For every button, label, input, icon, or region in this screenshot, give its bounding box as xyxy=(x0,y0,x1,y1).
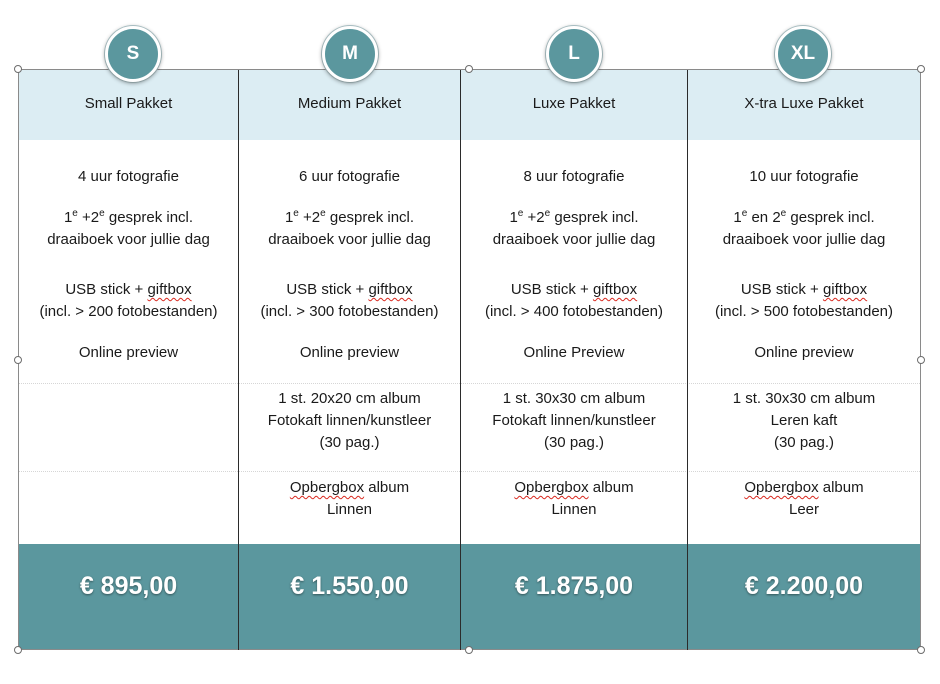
feature-album: 1 st. 20x20 cm album Fotokaft linnen/kunstleer (30 pag.) xyxy=(267,390,432,451)
package-name: X-tra Luxe Pakket xyxy=(744,95,864,112)
feature-meetings: $1^e +2^e$ gesprek incl. draaiboek voor jullie dag xyxy=(268,208,431,248)
resize-handle-middle-left[interactable] xyxy=(14,356,22,364)
feature-usb: USB stick + giftbox (incl. > 200 fotobestanden) xyxy=(39,281,218,320)
package-price: € 1.875,00 xyxy=(514,572,634,600)
feature-storage-box: Opbergbox album Linnen xyxy=(514,479,634,518)
package-column-small xyxy=(19,0,238,684)
resize-handle-bottom-left[interactable] xyxy=(14,646,22,654)
package-name: Luxe Pakket xyxy=(532,95,616,112)
feature-meetings: $1^e +2^e$ gesprek incl. draaiboek voor jullie dag xyxy=(47,208,210,248)
feature-meetings: 1e en 2e gesprek incl. draaiboek voor jullie dag xyxy=(722,208,886,248)
package-price: € 895,00 xyxy=(79,572,178,600)
feature-preview: Online preview xyxy=(299,344,400,361)
spellcheck-word: giftbox xyxy=(592,281,638,298)
resize-handle-top-left[interactable] xyxy=(14,65,22,73)
feature-preview: Online preview xyxy=(754,344,854,361)
feature-preview: Online preview xyxy=(78,344,179,361)
feature-album: 1 st. 30x30 cm album Fotokaft linnen/kunstleer (30 pag.) xyxy=(492,390,656,451)
size-badge-s: S xyxy=(105,26,161,82)
feature-usb: USB stick + giftbox (incl. > 400 fotobestanden) xyxy=(484,281,664,320)
feature-usb: USB stick + giftbox (incl. > 300 fotobestanden) xyxy=(260,281,439,320)
package-price: € 2.200,00 xyxy=(744,572,864,600)
feature-storage-box: Opbergbox album Linnen xyxy=(289,479,410,518)
package-name: Medium Pakket xyxy=(297,95,402,112)
package-name: Small Pakket xyxy=(84,95,173,112)
feature-preview: Online Preview xyxy=(523,344,625,361)
package-column-medium xyxy=(239,0,460,684)
feature-hours: 8 uur fotografie xyxy=(523,168,625,185)
spellcheck-word: Opbergbox xyxy=(744,479,819,496)
resize-handle-top-center[interactable] xyxy=(465,65,473,73)
feature-storage-box: Opbergbox album Leer xyxy=(744,479,864,518)
spellcheck-word: giftbox xyxy=(822,281,868,298)
size-badge-xl: XL xyxy=(775,26,831,82)
feature-hours: 10 uur fotografie xyxy=(749,168,859,185)
package-price: € 1.550,00 xyxy=(290,572,409,600)
resize-handle-top-right[interactable] xyxy=(917,65,925,73)
package-column-xtra-luxe xyxy=(688,0,920,684)
spellcheck-word: giftbox xyxy=(368,281,413,298)
feature-album: 1 st. 30x30 cm album Leren kaft (30 pag.) xyxy=(732,390,876,451)
package-column-luxe xyxy=(461,0,687,684)
feature-hours: 6 uur fotografie xyxy=(299,168,400,185)
feature-meetings: $1^e +2^e$ gesprek incl. draaiboek voor jullie dag xyxy=(492,208,656,248)
spellcheck-word: Opbergbox xyxy=(289,479,365,496)
resize-handle-bottom-center[interactable] xyxy=(465,646,473,654)
spellcheck-word: giftbox xyxy=(147,281,192,298)
size-badge-l: L xyxy=(546,26,602,82)
feature-usb: USB stick + giftbox (incl. > 500 fotobestanden) xyxy=(714,281,894,320)
feature-hours: 4 uur fotografie xyxy=(78,168,179,185)
size-badge-m: M xyxy=(322,26,378,82)
spellcheck-word: Opbergbox xyxy=(514,479,589,496)
resize-handle-middle-right[interactable] xyxy=(917,356,925,364)
resize-handle-bottom-right[interactable] xyxy=(917,646,925,654)
